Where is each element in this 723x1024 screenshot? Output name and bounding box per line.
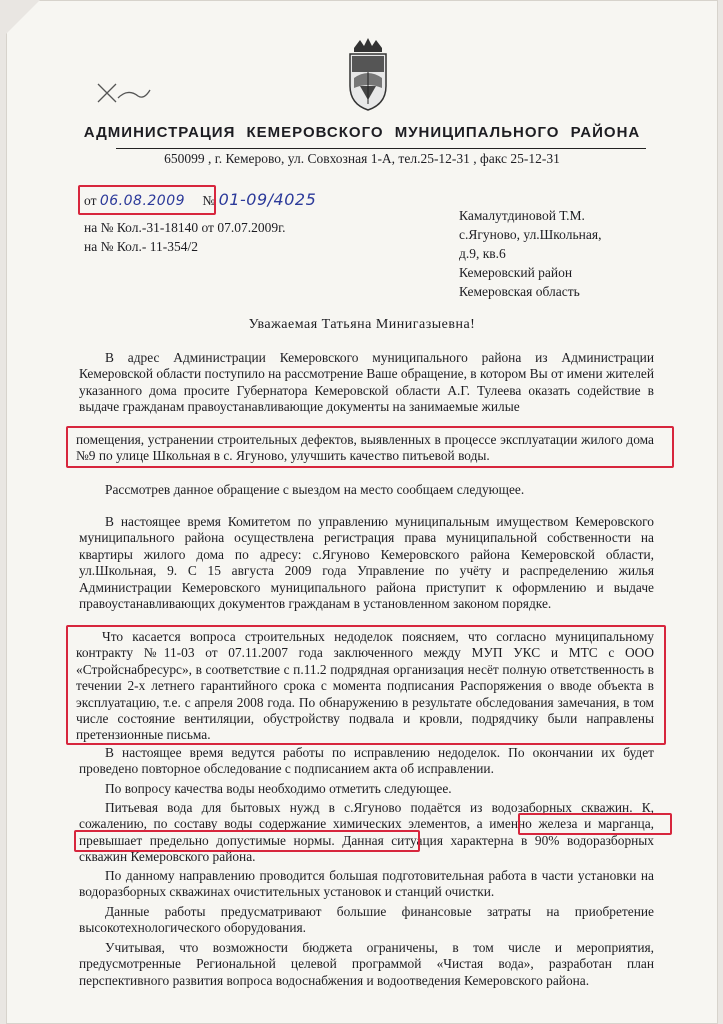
- paragraph-water-intro: [79, 781, 654, 797]
- paragraph-registration-text: В настоящее время Комитетом по управлению муниципальным имуществом Кемеровского муниципального района осуществлена регистрация права муниципальной собственности на квартиры жилого дома по адресу: с.Ягуново Кемеровского района Кемеровской области, ул.Школьная, 9. С 15 августа 2009 года Управление по учёту и распределению жилья Администрации Кемеровского муниципального района приступит к оформлению и выдаче правоустанавливающих документов гражданам в установленном законом порядке.: [79, 514, 654, 612]
- number-prefix: №: [202, 193, 216, 208]
- paragraph-preparation: [79, 868, 654, 901]
- paragraph-water-text: Питьевая вода для бытовых нужд в с.Ягуново подаётся из водозаборных скважин. К, сожалению, по составу воды содержание химических элементов,: [79, 800, 654, 832]
- folded-corner: [6, 0, 40, 34]
- water-highlighted-text: а именно железа и марганца, превышает предельно допустимые нормы: [79, 816, 654, 848]
- number-value: 01-09/4025: [218, 190, 317, 209]
- paragraph-intro: [79, 482, 654, 498]
- paragraph-water-text-end: . Данная ситуация характерна в 90% водоразборных скважин Кемеровского района.: [79, 832, 654, 865]
- organization-title: АДМИНИСТРАЦИЯ КЕМЕРОВСКОГО МУНИЦИПАЛЬНОГО РАЙОНА: [83, 124, 641, 141]
- salutation: Уважаемая Татьяна Минигазыевна!: [248, 317, 476, 332]
- paragraph-repairs: [79, 745, 654, 778]
- in-reply-to-2: на № Кол.- 11-354/2: [84, 239, 198, 254]
- paragraph-registration: [79, 514, 654, 612]
- paragraph-preparation-text: По данному направлению проводится большая подготовительная работа в части установки на водоразборных скважинах очистительных установок и станций очистки.: [79, 868, 654, 900]
- paragraph-budget-text: Учитывая, что возможности бюджета ограничены, в том числе и мероприятия, предусмотренные Региональной целевой программой «Чистая вода», разработан план перспективного развития вопроса водоснабжения и водоотведения Кемеровского района.: [79, 940, 654, 988]
- water-highlight-box-2: [74, 830, 420, 852]
- pen-mark-icon: [94, 78, 154, 108]
- date-prefix: от: [84, 193, 97, 208]
- request-highlight-box: [66, 426, 674, 468]
- paragraph-budget: [79, 940, 654, 989]
- coat-of-arms-icon: [346, 38, 390, 112]
- paragraph-intro-text: Рассмотрев данное обращение с выездом на место сообщаем следующее.: [105, 482, 525, 497]
- date-highlight-box: [78, 185, 216, 215]
- date-value: 06.08.2009: [99, 193, 186, 209]
- highlighted-request-text: помещения, устранении строительных дефектов, выявленных в процессе эксплуатации жилого дома №9 по улице Школьная в с. Ягуново, улучшить качество питьевой воды.: [76, 432, 654, 464]
- defects-highlight-box: [66, 625, 666, 745]
- recipient-line: Кемеровский район: [459, 265, 573, 280]
- paragraph-repairs-text: В настоящее время ведутся работы по исправлению недоделок. По окончании их будет проведено повторное обследование с подписанием акта об исправлении.: [79, 745, 654, 777]
- paragraph-costs-text: Данные работы предусматривают большие финансовые затраты на приобретение высокотехнологического оборудования.: [79, 904, 654, 936]
- paragraph-water-intro-text: По вопросу качества воды необходимо отметить следующее.: [105, 781, 452, 796]
- paragraph-request: [79, 350, 654, 416]
- letter-sheet: [6, 0, 718, 1024]
- water-highlight-box-1: [518, 813, 672, 835]
- recipient-line: Кемеровская область: [459, 284, 580, 299]
- recipient-line: д.9, кв.6: [459, 246, 506, 261]
- paragraph-request-text: В адрес Администрации Кемеровского муниципального района из Администрации Кемеровской области поступило на рассмотрение Ваше обращение, в котором Вы от имени жителей указанного дома просите Губернатора Кемеровской области А.Г. Тулеева оказать содействие в выдаче гражданам правоустанавливающие документы на занимаемые жилые: [79, 350, 654, 415]
- recipient-line: Камалутдиновой Т.М.: [459, 208, 585, 223]
- paragraph-costs: [79, 904, 654, 937]
- organization-address: 650099 , г. Кемерово, ул. Совхозная 1-А, тел.25-12-31 , факс 25-12-31: [164, 151, 560, 166]
- in-reply-to-1: на № Кол.-31-18140 от 07.07.2009г.: [84, 220, 286, 235]
- recipient-line: с.Ягуново, ул.Школьная,: [459, 227, 602, 242]
- paragraph-defects-text: Что касается вопроса строительных недоделок поясняем, что согласно муниципальному контракту №11-03 от 07.11.2007 года заключенного между МУП УКС и МТС с ООО «Стройснабресурс», в соответствие с п.11.2 подрядная организация несёт полную ответственность в течении 2-х летнего гарантийного срока с момента подписания Распоряжения о вводе объекта в эксплуатацию, т.е. с апреля 2008 года. По обнаружению в результате обследования замечания, в том числе состояние вентиляции, обустройству подвала и кровли, подрядчику были направлены претензионные письма.: [76, 629, 654, 743]
- header-divider: [116, 148, 646, 149]
